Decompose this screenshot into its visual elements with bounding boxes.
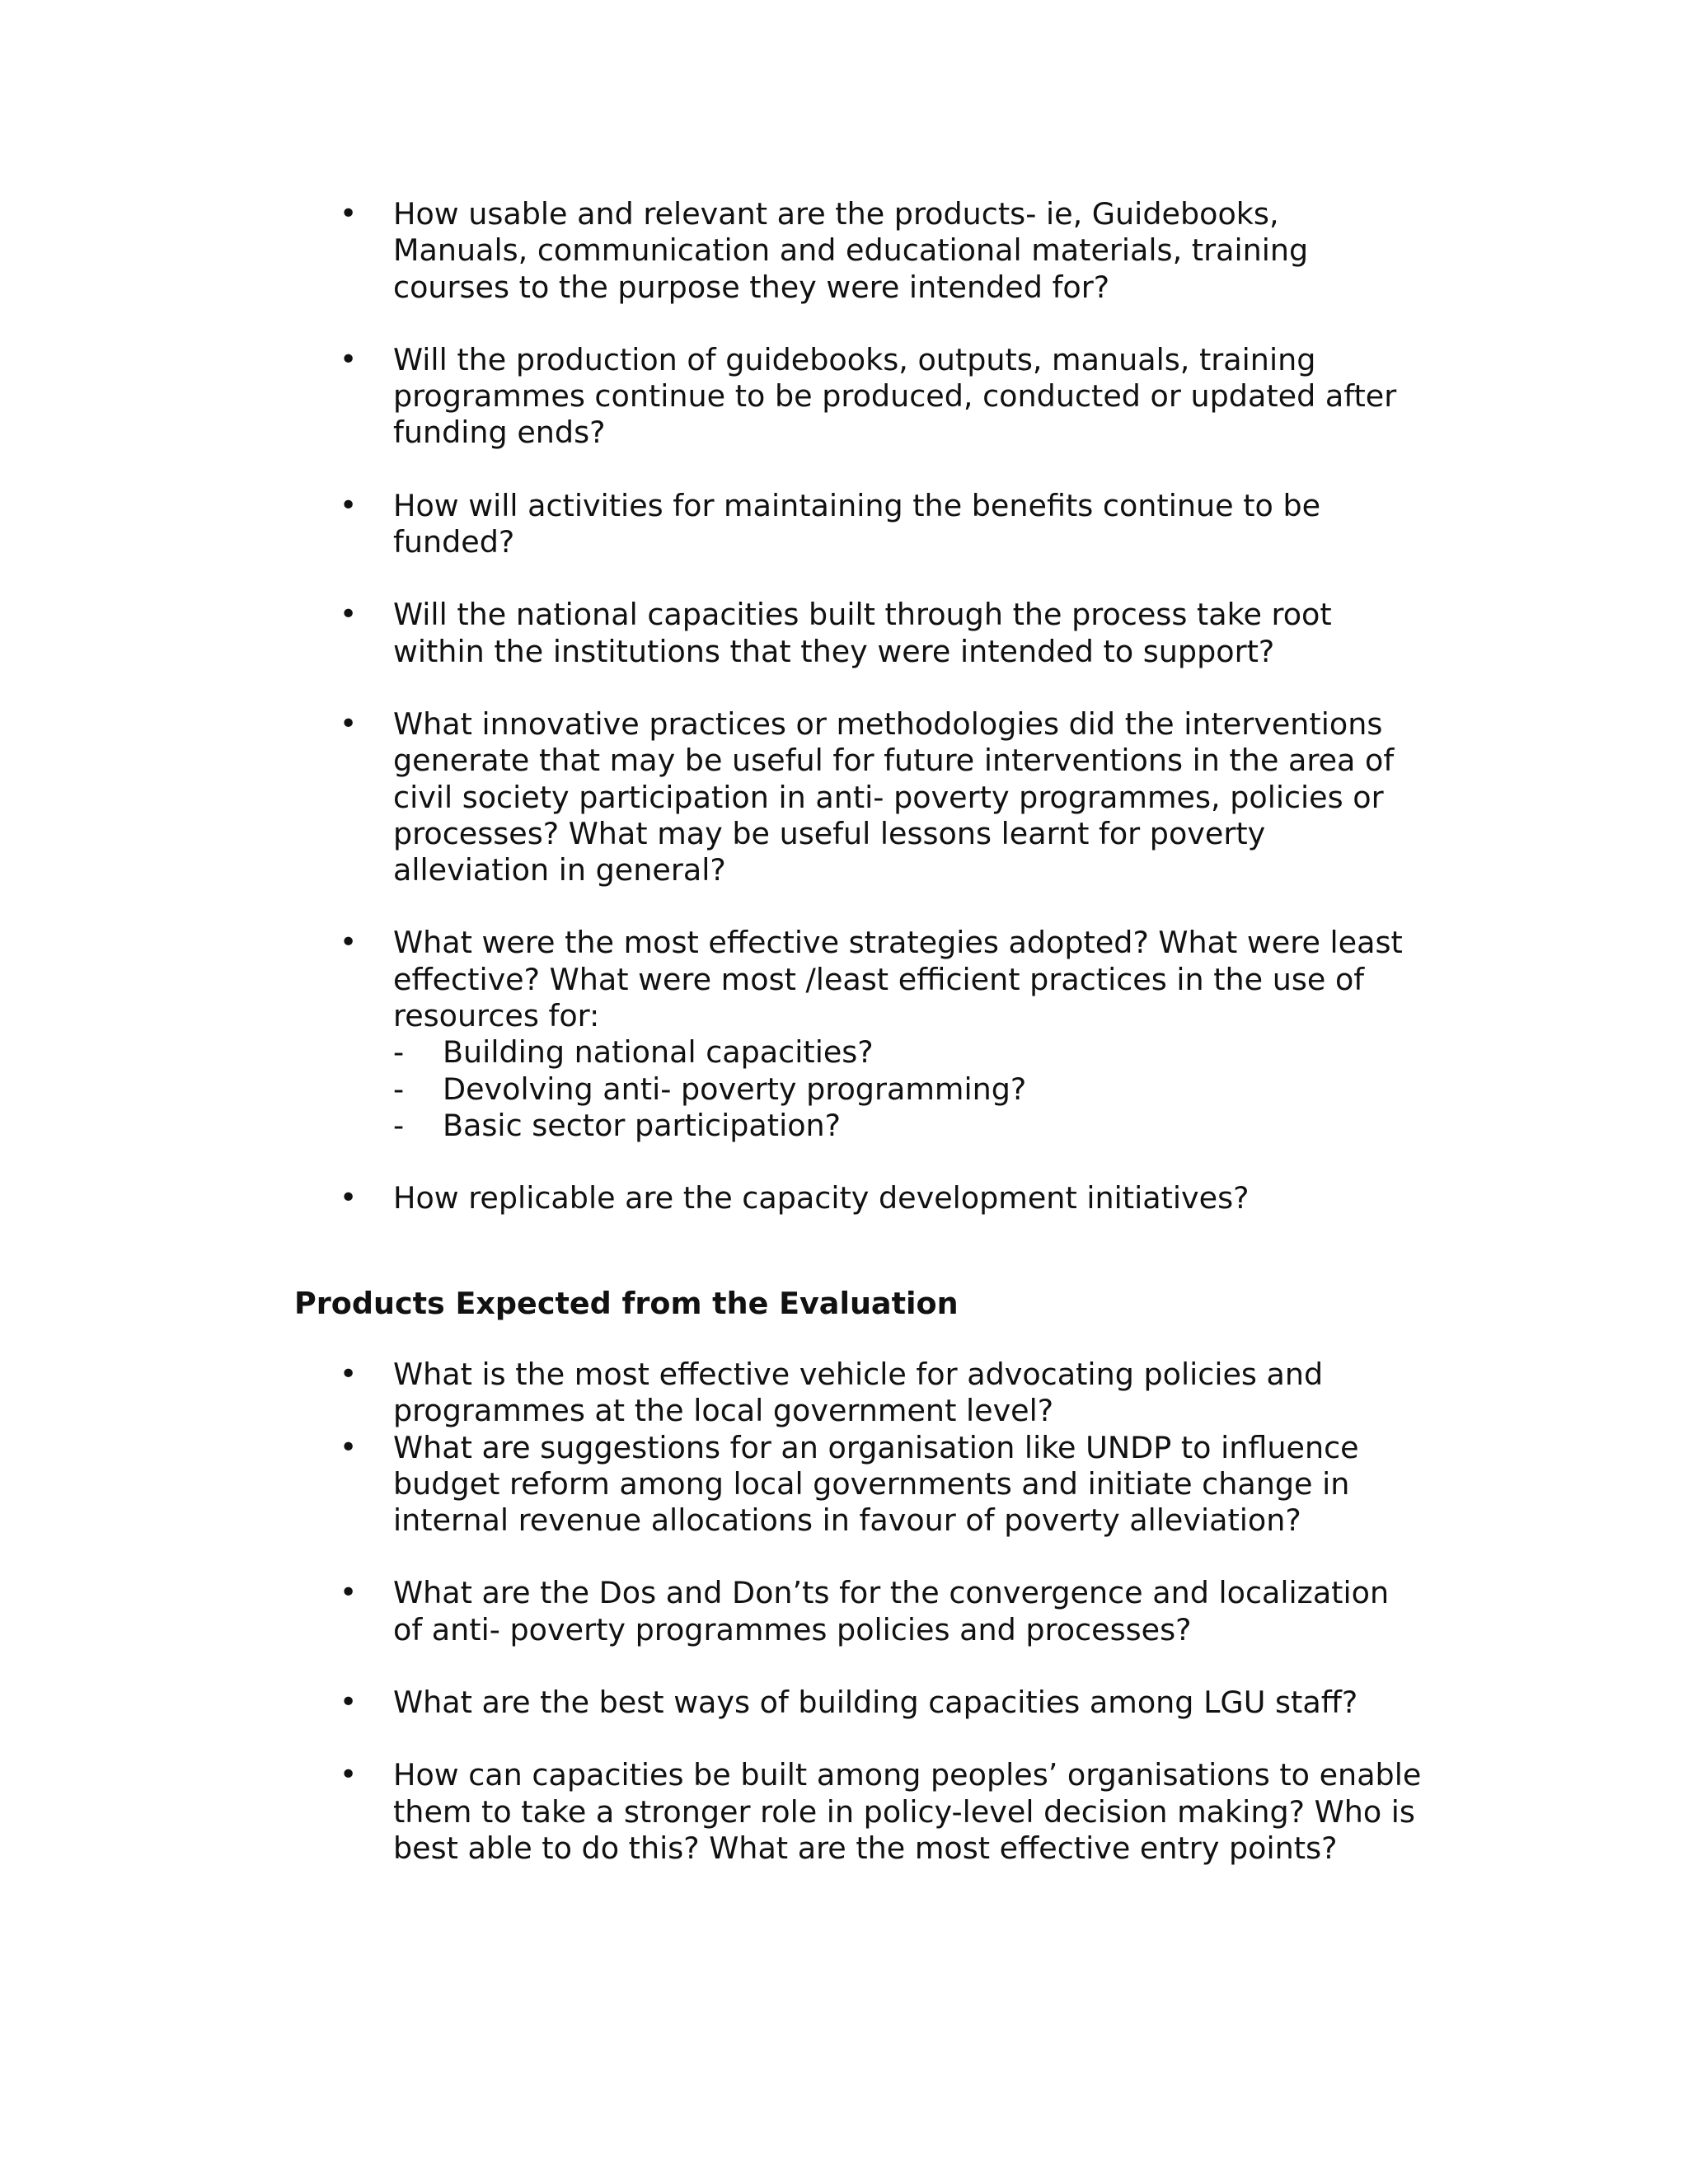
dash-icon: - (393, 1071, 405, 1107)
list-item (0, 925, 1688, 1144)
list-item (0, 1430, 1688, 1540)
bullet-icon: • (340, 926, 358, 960)
bullet-icon: • (340, 197, 358, 231)
list-item-text: What are suggestions for an organisation like UNDP to influence budget reform among local governments and initiate change in internal revenue allocations in favour of poverty alleviation? (393, 1429, 1359, 1539)
list-item-text: What are the Dos and Don’ts for the convergence and localization of anti- poverty programmes policies and processes? (393, 1575, 1390, 1647)
expected-products-list (0, 1357, 1688, 1903)
list-item-text: How can capacities be built among peoples’ organisations to enable them to take a stronger role in policy-level decision making? Who is best able to do this? What are the most effective entry points? (393, 1757, 1422, 1866)
sub-list-item-text: Basic sector participation? (443, 1107, 842, 1143)
sub-list-item (393, 1108, 1688, 1144)
sub-list-item-text: Devolving anti- poverty programming? (443, 1071, 1027, 1107)
sub-list-item (393, 1034, 1688, 1071)
bullet-icon: • (340, 1181, 358, 1216)
list-item (0, 488, 1688, 561)
list-item (0, 1575, 1688, 1648)
sub-list (0, 1034, 1688, 1144)
list-item-text: What innovative practices or methodologies did the interventions generate that may be useful for future interventions in the area of civil society participation in anti- poverty programmes, policies or processes? What may be useful lessons learnt for poverty alleviation in general? (393, 705, 1395, 888)
bullet-icon: • (340, 1430, 358, 1465)
bullet-icon: • (340, 488, 358, 523)
list-item (0, 1180, 1688, 1216)
list-item-text: What were the most effective strategies adopted? What were least effective? What were most /least efficient practices in the use of resources for: (393, 925, 1403, 1034)
list-item-text: What are the best ways of building capacities among LGU staff? (393, 1685, 1358, 1721)
list-item (0, 1757, 1688, 1867)
dash-icon: - (393, 1034, 405, 1071)
list-item (0, 1685, 1688, 1721)
sub-list-item (393, 1071, 1688, 1108)
list-item-text: How replicable are the capacity development initiatives? (393, 1180, 1250, 1216)
bullet-icon: • (340, 598, 358, 632)
list-item-text: Will the national capacities built through the process take root within the institutions that they were intended to support? (393, 597, 1332, 669)
list-item-text: What is the most effective vehicle for advocating policies and programmes at the local government level? (393, 1357, 1324, 1429)
bullet-icon: • (340, 1357, 358, 1391)
section-heading: Products Expected from the Evaluation (294, 1286, 959, 1321)
list-item (0, 1357, 1688, 1430)
list-item-text: How will activities for maintaining the benefits continue to be funded? (393, 487, 1321, 560)
bullet-icon: • (340, 1685, 358, 1720)
list-item (0, 196, 1688, 306)
list-item (0, 342, 1688, 452)
bullet-icon: • (340, 342, 358, 377)
evaluation-questions-list (0, 196, 1688, 1254)
bullet-icon: • (340, 1758, 358, 1793)
list-item-text: How usable and relevant are the products- ie, Guidebooks, Manuals, communication and educational materials, training courses to the purpose they were intended for? (393, 196, 1309, 305)
bullet-icon: • (340, 706, 358, 741)
sub-list-item-text: Building national capacities? (443, 1034, 874, 1071)
dash-icon: - (393, 1107, 405, 1143)
list-item (0, 597, 1688, 670)
list-item (0, 706, 1688, 888)
bullet-icon: • (340, 1576, 358, 1610)
list-item-text: Will the production of guidebooks, outputs, manuals, training programmes continue to be produced, conducted or updated after funding ends? (393, 341, 1397, 451)
